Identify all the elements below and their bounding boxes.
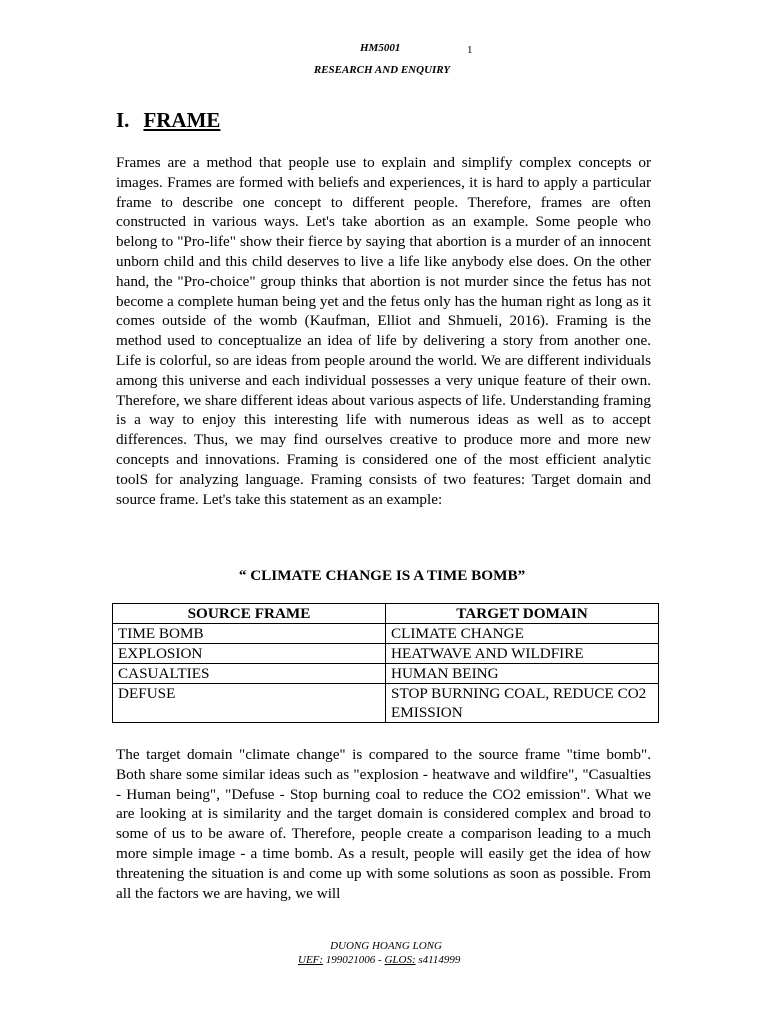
table-header-target-domain: TARGET DOMAIN (386, 604, 659, 624)
table-cell-target: HUMAN BEING (386, 664, 659, 684)
table-cell-source: EXPLOSION (113, 644, 386, 664)
uef-label: UEF: (298, 954, 324, 966)
table-cell-source: DEFUSE (113, 684, 386, 723)
header-course-code: HM5001 (360, 42, 401, 54)
footer-separator: - (375, 954, 385, 966)
header-course-title-text: RESEARCH AND ENQUIRY (313, 64, 451, 76)
table-cell-source: CASUALTIES (113, 664, 386, 684)
table-header-row (113, 604, 659, 624)
section-title: FRAME (143, 108, 221, 132)
section-number: I. (116, 108, 130, 132)
example-quote (0, 567, 768, 585)
footer-author-text: DUONG HOANG LONG (330, 940, 442, 952)
table-cell-source: TIME BOMB (113, 624, 386, 644)
section-heading (116, 108, 220, 133)
table-cell-target: STOP BURNING COAL, REDUCE CO2 EMISSION (386, 684, 659, 723)
uef-id: 199021006 (325, 954, 376, 966)
footer-ids (298, 954, 460, 966)
table-row (113, 664, 659, 684)
header-course-title (0, 64, 768, 76)
table-row (113, 624, 659, 644)
body-paragraph-2: The target domain "climate change" is compared to the source frame "time bomb". Both share some similar ideas such as "explosion - heatwave and wildfire", "Casualties - Human being", "Defuse - Stop burning coal to reduce the CO2 emission". What we are looking at is similarity and the target domain is considered complex and broad to some of us to be aware of. Therefore, people create a comparison leading to a much more simple image - a time bomb. As a result, people will easily get the idea of how threatening the situation is and come up with some solutions as soon as possible. From all the factors we are having, we will (116, 746, 651, 902)
page-number: 1 (467, 44, 473, 56)
footer-author (0, 940, 768, 952)
table-cell-target: HEATWAVE AND WILDFIRE (386, 644, 659, 664)
table-cell-target: CLIMATE CHANGE (386, 624, 659, 644)
table-row (113, 684, 659, 723)
table-row (113, 644, 659, 664)
glos-id: s4114999 (418, 954, 461, 966)
frame-table (112, 603, 659, 723)
example-quote-text: “ CLIMATE CHANGE IS A TIME BOMB” (238, 567, 526, 584)
glos-label: GLOS: (384, 954, 416, 966)
body-paragraph-1: Frames are a method that people use to explain and simplify complex concepts or images. Frames are formed with beliefs and experiences, it is hard to apply a particular frame to describe one concept to different people. Therefore, frames are often constructed in various ways. Let's take abortion as an example. Some people who belong to "Pro-life" show their fierce by saying that abortion is a murder of an innocent unborn child and this child deserves to live a life like anybody else does. On the other hand, the "Pro-choice" group thinks that abortion is not murder since the fetus has not become a complete human being yet and the fetus only has the human right as long as it comes outside of the womb (Kaufman, Elliot and Shmueli, 2016). Framing is the method used to conceptualize an idea of life by delivering a story from another one. Life is colorful, so are ideas from people around the world. We are different individuals among this universe and each individual possesses a very unique feature of their own. Therefore, we share different ideas about various aspects of life. Understanding framing is a way to enjoy this interesting life with numerous ideas as well as to accept differences. Thus, we may find ourselves creative to produce more and more new concepts and innovations. Framing is considered one of the most efficient analytic toolS for analyzing language. Framing consists of two features: Target domain and source frame. Let's take this statement as an example: (116, 154, 651, 508)
table-header-source-frame: SOURCE FRAME (113, 604, 386, 624)
